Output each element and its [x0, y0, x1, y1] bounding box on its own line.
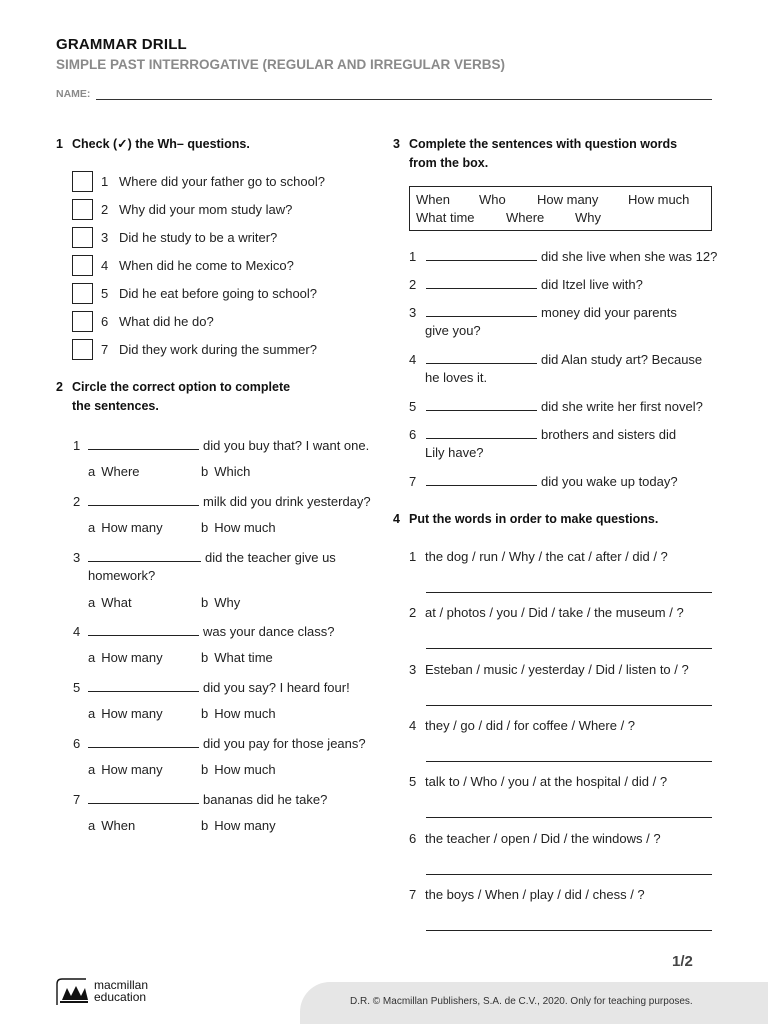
worksheet-subtitle: SIMPLE PAST INTERROGATIVE (REGULAR AND IRREGULAR VERBS)	[56, 57, 506, 72]
item-text: Where did your father go to school?	[119, 174, 325, 189]
macmillan-logo-icon	[56, 978, 90, 1006]
option-text: What time	[214, 650, 273, 665]
answer-line[interactable]	[426, 874, 712, 875]
answer-blank[interactable]	[426, 303, 537, 317]
option-text: When	[101, 818, 136, 833]
exercise-instruction: Put the words in order to make questions.	[409, 512, 659, 526]
option-letter: b	[201, 650, 209, 665]
sentence-item	[73, 492, 371, 511]
sentence-item	[73, 548, 336, 567]
scrambled-item	[409, 548, 668, 566]
item-text: milk did you drink yesterday?	[203, 494, 371, 509]
option-text: Why	[214, 595, 241, 610]
copyright-text: D.R. © Macmillan Publishers, S.A. de C.V., 2020. Only for teaching purposes.	[350, 996, 693, 1007]
logo-line-2: education	[94, 990, 147, 1004]
item-text: Did they work during the summer?	[119, 342, 317, 357]
word-box	[409, 186, 712, 231]
item-text-continued: homework?	[88, 568, 156, 583]
answer-blank[interactable]	[426, 397, 537, 411]
question-item	[101, 285, 317, 303]
option-a[interactable]	[88, 818, 135, 833]
option-letter: a	[88, 818, 96, 833]
option-b[interactable]	[201, 706, 276, 721]
box-word: How many	[537, 192, 599, 207]
option-letter: b	[201, 706, 209, 721]
answer-blank[interactable]	[88, 622, 199, 636]
exercise-3-heading	[393, 135, 723, 175]
item-text: they / go / did / for coffee / Where / ?	[425, 717, 636, 733]
option-b[interactable]	[201, 818, 276, 833]
option-letter: a	[88, 762, 96, 777]
answer-line[interactable]	[426, 705, 712, 706]
option-letter: b	[201, 464, 209, 479]
item-number: 3	[101, 230, 109, 245]
exercise-instruction: Check (✓) the Wh– questions.	[72, 137, 250, 151]
answer-line[interactable]	[426, 817, 712, 818]
scrambled-item	[409, 717, 635, 735]
sentence-item	[409, 275, 643, 294]
option-b[interactable]	[201, 464, 250, 479]
option-text: How many	[101, 650, 163, 665]
question-item	[101, 173, 325, 191]
item-number: 7	[101, 342, 109, 357]
sentence-item	[73, 678, 350, 697]
item-number: 4	[409, 352, 417, 367]
scrambled-item	[409, 773, 667, 791]
item-text: Did he study to be a writer?	[119, 230, 278, 245]
option-letter: a	[88, 595, 96, 610]
item-number: 6	[409, 830, 417, 846]
answer-blank[interactable]	[426, 275, 537, 289]
item-number: 4	[101, 258, 109, 273]
exercise-instruction-line-1: Circle the correct option to complete	[72, 380, 291, 394]
scrambled-item	[409, 830, 661, 848]
check-box[interactable]	[72, 339, 93, 360]
item-number: 4	[73, 624, 81, 639]
item-number: 1	[73, 438, 81, 453]
logo-line-1: macmillan	[94, 978, 149, 992]
check-box[interactable]	[72, 171, 93, 192]
option-a[interactable]	[88, 595, 132, 610]
option-text: How much	[214, 762, 276, 777]
item-text: bananas did he take?	[203, 792, 328, 807]
sentence-item	[73, 734, 366, 753]
exercise-instruction-line-1: Complete the sentences with question words	[409, 137, 678, 151]
item-text: brothers and sisters did	[541, 427, 677, 442]
question-item	[101, 341, 317, 359]
option-b[interactable]	[201, 595, 240, 610]
item-number: 5	[409, 399, 417, 414]
question-item	[101, 201, 292, 219]
answer-line[interactable]	[426, 761, 712, 762]
exercise-instruction-line-2: from the box.	[409, 156, 489, 170]
exercise-1-heading	[56, 135, 376, 155]
sentence-item	[409, 247, 717, 266]
item-number: 6	[101, 314, 109, 329]
sentence-item	[409, 425, 676, 444]
worksheet-title: GRAMMAR DRILL	[56, 36, 187, 53]
item-number: 7	[409, 886, 417, 902]
check-box[interactable]	[72, 283, 93, 304]
item-text: was your dance class?	[203, 624, 335, 639]
item-number: 2	[101, 202, 109, 217]
option-text: How much	[214, 706, 276, 721]
scrambled-item	[409, 886, 645, 904]
item-number: 3	[409, 305, 417, 320]
option-text: How many	[101, 762, 163, 777]
item-number: 7	[409, 474, 417, 489]
macmillan-logo	[94, 979, 148, 1003]
answer-line[interactable]	[426, 592, 712, 593]
option-text: How much	[214, 520, 276, 535]
item-number: 2	[73, 494, 81, 509]
answer-blank[interactable]	[426, 472, 537, 486]
scrambled-item	[409, 604, 684, 622]
item-text: did you say? I heard four!	[203, 680, 350, 695]
option-b[interactable]	[201, 520, 276, 535]
option-a[interactable]	[88, 706, 163, 721]
option-a[interactable]	[88, 650, 163, 665]
item-number: 7	[73, 792, 81, 807]
item-text: did she live when she was 12?	[541, 249, 718, 264]
exercise-4-heading	[393, 510, 723, 530]
item-text: did the teacher give us	[205, 550, 336, 565]
item-text: the boys / When / play / did / chess / ?	[425, 886, 645, 902]
box-word: How much	[628, 192, 690, 207]
sentence-item	[409, 350, 702, 369]
answer-line[interactable]	[426, 930, 712, 931]
option-text: How many	[101, 520, 163, 535]
option-letter: b	[201, 818, 209, 833]
option-letter: b	[201, 595, 209, 610]
option-letter: b	[201, 762, 209, 777]
box-word: When	[416, 192, 450, 207]
check-box[interactable]	[72, 255, 93, 276]
box-word: Who	[479, 192, 506, 207]
check-box[interactable]	[72, 311, 93, 332]
item-text-continued: give you?	[425, 323, 481, 338]
question-item	[101, 313, 214, 331]
item-number: 5	[73, 680, 81, 695]
option-letter: a	[88, 650, 96, 665]
box-word: What time	[416, 210, 475, 225]
exercise-number: 1	[56, 137, 63, 151]
option-b[interactable]	[201, 650, 273, 665]
sentence-item	[409, 303, 677, 322]
exercise-number: 3	[393, 137, 400, 151]
exercise-number: 4	[393, 512, 400, 526]
exercise-number: 2	[56, 380, 63, 394]
option-a[interactable]	[88, 520, 163, 535]
item-number: 4	[409, 717, 417, 733]
option-a[interactable]	[88, 464, 140, 479]
name-label: NAME:	[56, 88, 91, 100]
item-text-continued: Lily have?	[425, 445, 484, 460]
answer-blank[interactable]	[426, 350, 537, 364]
item-text: What did he do?	[119, 314, 214, 329]
option-letter: a	[88, 520, 96, 535]
option-text: Which	[214, 464, 251, 479]
option-b[interactable]	[201, 762, 276, 777]
sentence-item	[73, 436, 369, 455]
item-text: the dog / run / Why / the cat / after / did / ?	[425, 549, 668, 564]
item-text: did you buy that? I want one.	[203, 438, 370, 453]
item-number: 6	[73, 736, 81, 751]
item-number: 1	[409, 549, 417, 564]
box-word: Where	[506, 210, 545, 225]
page-number: 1/2	[672, 953, 693, 970]
option-a[interactable]	[88, 762, 163, 777]
sentence-item	[73, 622, 335, 641]
item-number: 1	[101, 174, 109, 189]
item-number: 5	[101, 286, 109, 301]
item-text: at / photos / you / Did / take / the museum / ?	[425, 605, 684, 621]
item-number: 3	[73, 550, 81, 565]
item-number: 3	[409, 661, 417, 677]
answer-blank[interactable]	[88, 734, 199, 748]
item-number: 6	[409, 427, 417, 442]
scrambled-item	[409, 661, 689, 679]
option-text: How many	[214, 818, 276, 833]
option-text: How many	[101, 706, 163, 721]
question-item	[101, 229, 277, 247]
item-number: 1	[409, 249, 417, 264]
item-text: Why did your mom study law?	[119, 202, 293, 217]
question-item	[101, 257, 294, 275]
item-text: money did your parents	[541, 305, 677, 320]
item-text: did Itzel live with?	[541, 277, 643, 292]
item-number: 2	[409, 277, 417, 292]
answer-blank[interactable]	[88, 678, 199, 692]
exercise-2-heading	[56, 378, 376, 418]
check-box[interactable]	[72, 227, 93, 248]
answer-blank[interactable]	[88, 548, 201, 562]
box-word: Why	[575, 210, 601, 225]
answer-blank[interactable]	[88, 436, 199, 450]
item-text-continued: he loves it.	[425, 370, 488, 385]
item-text: Esteban / music / yesterday / Did / listen to / ?	[425, 661, 689, 677]
option-text: Where	[101, 464, 140, 479]
item-number: 5	[409, 774, 417, 790]
option-letter: a	[88, 464, 96, 479]
item-text: Did he eat before going to school?	[119, 286, 318, 301]
item-text: did she write her first novel?	[541, 399, 703, 414]
option-text: What	[101, 595, 132, 610]
answer-blank[interactable]	[426, 425, 537, 439]
answer-blank[interactable]	[426, 247, 537, 261]
item-text: did you wake up today?	[541, 474, 678, 489]
option-letter: a	[88, 706, 96, 721]
item-text: When did he come to Mexico?	[119, 258, 294, 273]
sentence-item	[409, 397, 703, 416]
item-text: did Alan study art? Because	[541, 352, 703, 367]
item-text: the teacher / open / Did / the windows / ?	[425, 830, 661, 846]
item-text: talk to / Who / you / at the hospital / did / ?	[425, 774, 668, 790]
sentence-item	[73, 790, 327, 809]
footer-bar	[300, 982, 768, 1024]
answer-line[interactable]	[426, 648, 712, 649]
exercise-instruction-line-2: the sentences.	[72, 399, 159, 413]
option-letter: b	[201, 520, 209, 535]
check-box[interactable]	[72, 199, 93, 220]
answer-blank[interactable]	[88, 790, 199, 804]
item-text: did you pay for those jeans?	[203, 736, 366, 751]
item-number: 2	[409, 605, 417, 621]
name-field[interactable]	[96, 99, 712, 100]
answer-blank[interactable]	[88, 492, 199, 506]
sentence-item	[409, 472, 678, 491]
